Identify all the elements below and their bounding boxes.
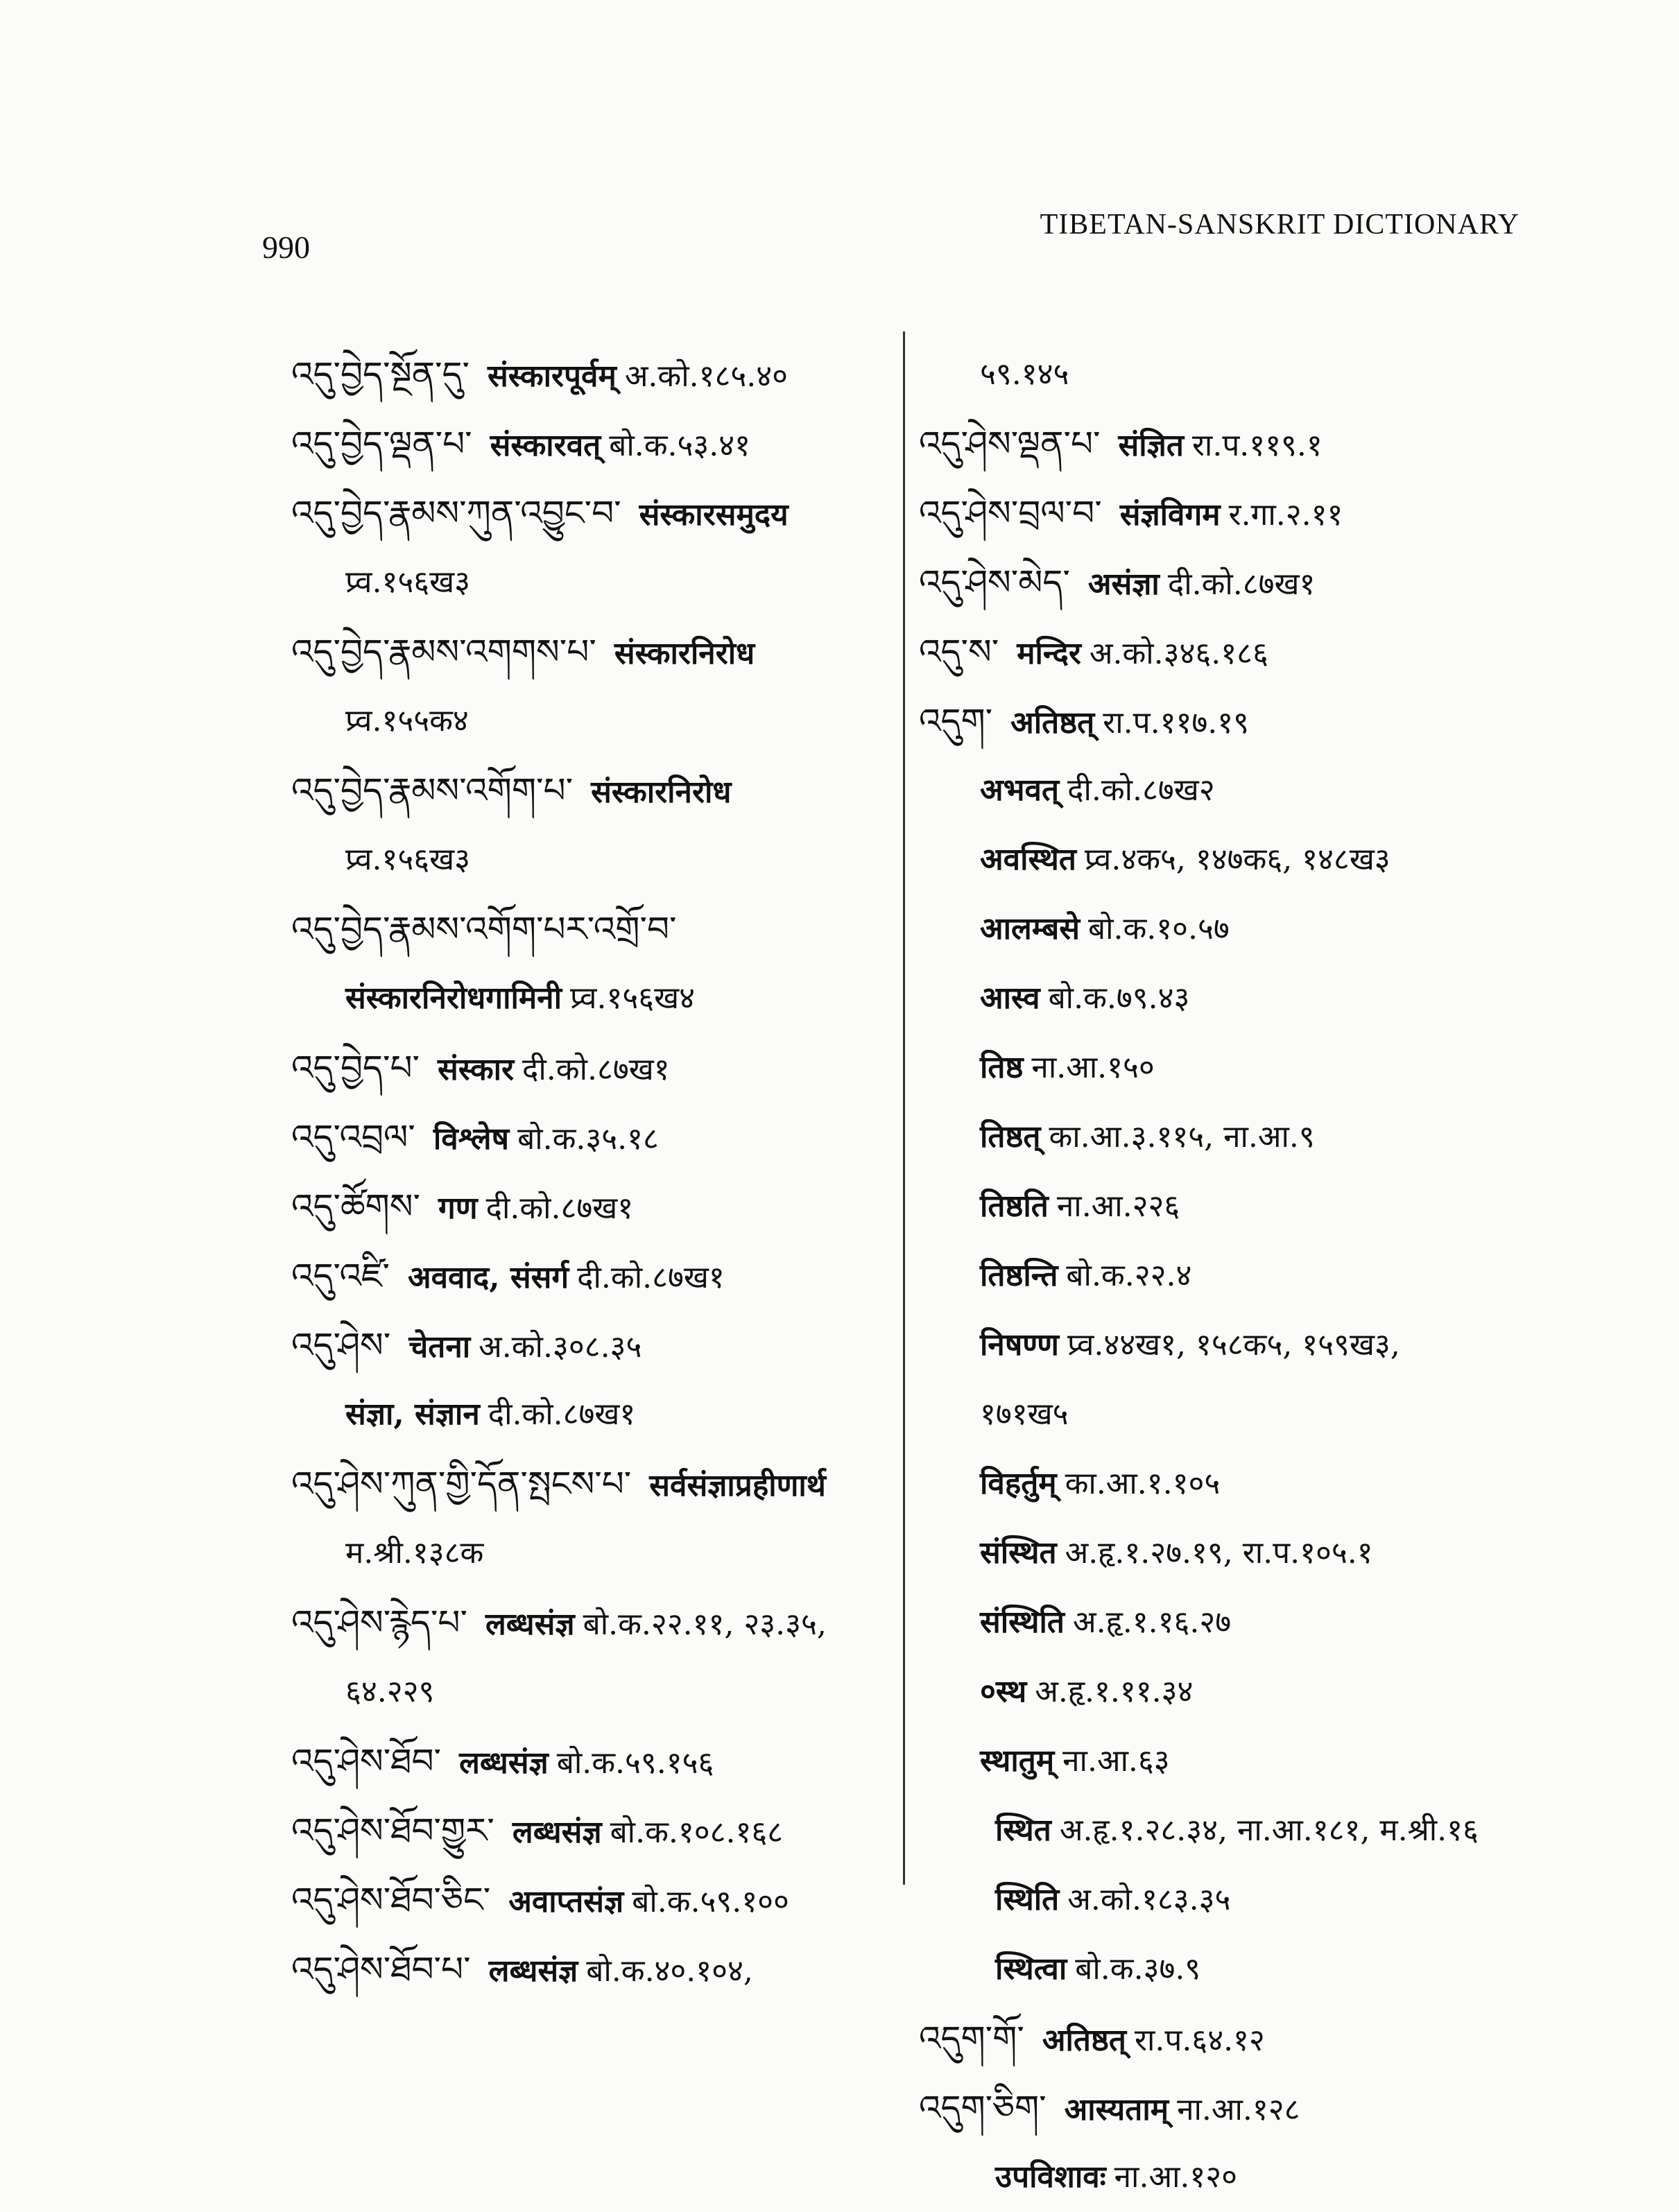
sanskrit-equivalent: अतिष्ठत् bbox=[1042, 2023, 1126, 2058]
sanskrit-equivalent: संस्कारनिरोध bbox=[591, 775, 732, 810]
dictionary-entry-line bbox=[291, 1727, 902, 1796]
sanskrit-equivalent: स्थित bbox=[995, 1813, 1051, 1848]
source-reference: बो.क.७९.४३ bbox=[1048, 980, 1190, 1016]
tibetan-headword: འདུ་བྱེད་སྔོན་དུ་ bbox=[291, 354, 470, 395]
sanskrit-equivalent: संस्कारनिरोधगामिनी bbox=[345, 980, 562, 1016]
sanskrit-equivalent: ०स्थ bbox=[980, 1674, 1027, 1709]
source-reference: रा.प.११७.१९ bbox=[1103, 705, 1249, 741]
tibetan-headword: འདུ་ཤེས་བྲལ་བ་ bbox=[919, 493, 1102, 533]
sanskrit-equivalent: संस्कारवत् bbox=[490, 428, 601, 463]
column-divider bbox=[903, 331, 905, 1885]
source-reference: म.श्री.१३८क bbox=[345, 1535, 484, 1571]
source-reference: ना.आ.१५० bbox=[1031, 1050, 1155, 1085]
sanskrit-equivalent: अववाद, संसर्ग bbox=[407, 1260, 569, 1295]
source-reference: बो.क.३७.९ bbox=[1075, 1951, 1201, 1987]
dictionary-entry-line bbox=[291, 1865, 902, 1935]
dictionary-entry-line bbox=[291, 964, 902, 1033]
dictionary-entry-line bbox=[919, 548, 1543, 617]
dictionary-entry-line bbox=[919, 756, 1543, 825]
sanskrit-equivalent: लब्धसंज्ञ bbox=[485, 1607, 575, 1642]
tibetan-headword: འདུ་ཚོགས་ bbox=[291, 1186, 420, 1227]
source-reference: दी.को.८७ख१ bbox=[577, 1260, 725, 1295]
dictionary-entry-line bbox=[291, 1796, 902, 1865]
source-reference: दी.को.८७ख१ bbox=[488, 1397, 636, 1432]
dictionary-entry-line bbox=[919, 478, 1543, 548]
source-reference: बो.क.२२.११, २३.३५, bbox=[583, 1607, 827, 1642]
dictionary-entry-line bbox=[919, 1865, 1543, 1935]
sanskrit-equivalent: आस्यताम् bbox=[1064, 2092, 1169, 2127]
sanskrit-equivalent: असंज्ञा bbox=[1087, 567, 1160, 602]
sanskrit-equivalent: संस्थित bbox=[980, 1535, 1057, 1571]
tibetan-headword: འདུ་བྱེད་རྣམས་ཀུན་འབྱུང་བ་ bbox=[291, 493, 621, 533]
source-reference: प्र्व.४क५, १४७क६, १४८ख३ bbox=[1084, 842, 1390, 877]
sanskrit-equivalent: मन्दिर bbox=[1017, 636, 1081, 671]
source-reference: प्र्व.१५६ख३ bbox=[345, 842, 470, 877]
source-reference: ६४.२२९ bbox=[345, 1674, 435, 1709]
dictionary-entry-line bbox=[919, 340, 1543, 409]
source-reference: अ.को.१८३.३५ bbox=[1067, 1882, 1231, 1917]
sanskrit-equivalent: लब्धसंज्ञ bbox=[488, 1953, 578, 1989]
dictionary-entry-line bbox=[919, 1311, 1543, 1380]
sanskrit-equivalent: स्थिति bbox=[995, 1882, 1060, 1917]
sanskrit-equivalent: संस्कारनिरोध bbox=[614, 636, 755, 671]
left-column bbox=[291, 340, 902, 2004]
sanskrit-equivalent: संस्कारसमुदय bbox=[639, 497, 789, 533]
source-reference: बो.क.१०८.१६८ bbox=[610, 1815, 784, 1850]
sanskrit-equivalent: विश्लेष bbox=[433, 1121, 510, 1157]
sanskrit-equivalent: स्थित्वा bbox=[995, 1951, 1067, 1987]
tibetan-headword: འདུ་བྱེད་རྣམས་འགོག་པ་ bbox=[291, 770, 574, 811]
dictionary-entry-line bbox=[919, 686, 1543, 756]
right-column bbox=[919, 340, 1543, 2212]
tibetan-headword: འདུག་གོ་ bbox=[919, 2019, 1024, 2059]
sanskrit-equivalent: विहर्तुम् bbox=[980, 1466, 1057, 1501]
dictionary-entry-line bbox=[919, 2143, 1543, 2212]
sanskrit-equivalent: अतिष्ठत् bbox=[1010, 705, 1095, 741]
sanskrit-equivalent: लब्धसंज्ञ bbox=[512, 1815, 602, 1850]
dictionary-entry-line bbox=[919, 964, 1543, 1033]
dictionary-entry-line bbox=[291, 617, 902, 686]
tibetan-headword: འདུ་ཤེས་ཐོབ་གྱུར་ bbox=[291, 1811, 494, 1851]
sanskrit-equivalent: गण bbox=[438, 1191, 478, 1226]
dictionary-entry-line bbox=[919, 1449, 1543, 1519]
source-reference: रा.प.११९.१ bbox=[1191, 428, 1323, 463]
tibetan-headword: འདུ་ཤེས་ཀུན་གྱི་དོན་སྤངས་པ་ bbox=[291, 1464, 632, 1504]
dictionary-entry-line bbox=[291, 1519, 902, 1588]
dictionary-entry-line bbox=[919, 1033, 1543, 1103]
source-reference: प्र्व.१५६ख३ bbox=[345, 564, 470, 600]
source-reference: ना.आ.१२८ bbox=[1177, 2092, 1300, 2127]
source-reference: अ.हृ.१.२७.१९, रा.प.१०५.१ bbox=[1065, 1535, 1373, 1571]
tibetan-headword: འདུ་ཤེས་ལྡན་པ་ bbox=[919, 424, 1101, 464]
dictionary-entry-line bbox=[291, 409, 902, 478]
dictionary-entry-line bbox=[919, 409, 1543, 478]
tibetan-headword: འདུ་ཤེས་ཐོབ་ཅིང་ bbox=[291, 1880, 491, 1920]
sanskrit-equivalent: संज्ञविगम bbox=[1119, 497, 1221, 533]
sanskrit-equivalent: आलम्बसे bbox=[980, 911, 1080, 947]
source-reference: अ.हृ.१.१६.२७ bbox=[1072, 1605, 1232, 1640]
dictionary-entry-line bbox=[919, 1241, 1543, 1311]
source-reference: र.गा.२.११ bbox=[1228, 497, 1343, 533]
tibetan-headword: འདུ་ཤེས་རྙེད་པ་ bbox=[291, 1602, 467, 1643]
dictionary-entry-line bbox=[291, 340, 902, 409]
sanskrit-equivalent: सर्वसंज्ञाप्रहीणार्थ bbox=[649, 1468, 826, 1503]
source-reference: ना.आ.६३ bbox=[1062, 1743, 1170, 1779]
sanskrit-equivalent: तिष्ठत् bbox=[980, 1119, 1041, 1155]
dictionary-entry-line bbox=[919, 1935, 1543, 2004]
source-reference: ५९.१४५ bbox=[980, 356, 1069, 392]
sanskrit-equivalent: संस्कार bbox=[438, 1052, 515, 1087]
source-reference: बो.क.५९.१५६ bbox=[556, 1745, 714, 1781]
source-reference: प्र्व.४४ख१, १५८क५, १५९ख३, bbox=[1067, 1327, 1400, 1363]
dictionary-entry-line bbox=[919, 1103, 1543, 1172]
sanskrit-equivalent: संज्ञित bbox=[1118, 428, 1184, 463]
source-reference: अ.हृ.१.११.३४ bbox=[1035, 1674, 1194, 1709]
source-reference: दी.को.८७ख१ bbox=[485, 1191, 634, 1226]
tibetan-headword: འདུ་འཛི་ bbox=[291, 1256, 390, 1296]
sanskrit-equivalent: तिष्ठति bbox=[980, 1189, 1049, 1224]
dictionary-entry-line bbox=[919, 1519, 1543, 1588]
source-reference: का.आ.१.१०५ bbox=[1065, 1466, 1221, 1501]
sanskrit-equivalent: स्थातुम् bbox=[980, 1743, 1055, 1779]
dictionary-entry-line bbox=[919, 825, 1543, 895]
dictionary-entry-line bbox=[291, 548, 902, 617]
dictionary-entry-line bbox=[291, 686, 902, 756]
tibetan-headword: འདུ་བྱེད་རྣམས་འགགས་པ་ bbox=[291, 632, 596, 672]
sanskrit-equivalent: संस्थिति bbox=[980, 1605, 1065, 1640]
sanskrit-equivalent: आस्व bbox=[980, 980, 1040, 1016]
sanskrit-equivalent: लब्धसंज्ञ bbox=[459, 1745, 549, 1781]
dictionary-entry-line bbox=[919, 1796, 1543, 1865]
source-reference: बो.क.५९.१०० bbox=[632, 1884, 789, 1919]
dictionary-entry-line bbox=[919, 2004, 1543, 2073]
source-reference: ना.आ.१२० bbox=[1114, 2159, 1238, 2195]
sanskrit-equivalent: तिष्ठन्ति bbox=[980, 1258, 1058, 1293]
dictionary-entry-line bbox=[919, 617, 1543, 686]
dictionary-entry-line bbox=[291, 1657, 902, 1727]
source-reference: अ.हृ.१.२८.३४, ना.आ.१८१, म.श्री.१६ bbox=[1059, 1813, 1479, 1848]
dictionary-entry-line bbox=[291, 1172, 902, 1241]
dictionary-entry-line bbox=[291, 1380, 902, 1449]
dictionary-entry-line bbox=[291, 895, 902, 964]
source-reference: प्र्व.१५५क४ bbox=[345, 703, 469, 738]
source-reference: का.आ.३.११५, ना.आ.९ bbox=[1049, 1119, 1315, 1155]
sanskrit-equivalent: अभवत् bbox=[980, 772, 1060, 808]
dictionary-entry-line bbox=[291, 825, 902, 895]
dictionary-entry-line bbox=[919, 1657, 1543, 1727]
sanskrit-equivalent: चेतना bbox=[408, 1329, 471, 1365]
source-reference: बो.क.२२.४ bbox=[1066, 1258, 1192, 1293]
source-reference: अ.को.१८५.४० bbox=[624, 358, 788, 394]
tibetan-headword: འདུ་བྱེད་རྣམས་འགོག་པར་འགྲོ་བ་ bbox=[291, 909, 677, 949]
dictionary-entry-line bbox=[291, 1449, 902, 1519]
tibetan-headword: འདུ་ཤེས་ཐོབ་ bbox=[291, 1741, 442, 1781]
source-reference: रा.प.६४.१२ bbox=[1134, 2023, 1265, 2058]
dictionary-entry-line bbox=[291, 1241, 902, 1311]
dictionary-entry-line bbox=[291, 1588, 902, 1657]
source-reference: बो.क.३५.१८ bbox=[517, 1121, 659, 1157]
source-reference: दी.को.८७ख२ bbox=[1067, 772, 1215, 808]
dictionary-entry-line bbox=[919, 1727, 1543, 1796]
tibetan-headword: འདུ་བྱེད་ལྡན་པ་ bbox=[291, 424, 472, 464]
tibetan-headword: འདུ་ཤེས་ཐོབ་པ་ bbox=[291, 1949, 471, 1989]
sanskrit-equivalent: अवाप्तसंज्ञ bbox=[508, 1884, 624, 1919]
source-reference: १७१ख५ bbox=[980, 1397, 1069, 1432]
tibetan-headword: འདུ་ཤེས་མེད་ bbox=[919, 562, 1070, 603]
dictionary-entry-line bbox=[919, 1172, 1543, 1241]
tibetan-headword: འདུ་འབྲལ་ bbox=[291, 1117, 415, 1157]
source-reference: अ.को.३४६.१८६ bbox=[1089, 636, 1268, 671]
tibetan-headword: འདུག་ཅིག་ bbox=[919, 2088, 1047, 2128]
sanskrit-equivalent: अवस्थित bbox=[980, 842, 1076, 877]
sanskrit-equivalent: उपविशावः bbox=[995, 2159, 1106, 2195]
dictionary-entry-line bbox=[919, 1380, 1543, 1449]
source-reference: बो.क.४०.१०४, bbox=[586, 1953, 753, 1989]
sanskrit-equivalent: तिष्ठ bbox=[980, 1050, 1024, 1085]
sanskrit-equivalent: निषण्ण bbox=[980, 1327, 1059, 1363]
dictionary-entry-line bbox=[291, 1033, 902, 1103]
tibetan-headword: འདུ་ཤེས་ bbox=[291, 1325, 391, 1365]
dictionary-entry-line bbox=[919, 2073, 1543, 2143]
source-reference: दी.को.८७ख१ bbox=[522, 1052, 670, 1087]
source-reference: बो.क.१०.५७ bbox=[1087, 911, 1230, 947]
source-reference: बो.क.५३.४१ bbox=[609, 428, 751, 463]
dictionary-entry-line bbox=[291, 1311, 902, 1380]
dictionary-entry-line bbox=[919, 1588, 1543, 1657]
tibetan-headword: འདུ་ས་ bbox=[919, 632, 999, 672]
dictionary-entry-line bbox=[291, 756, 902, 825]
dictionary-entry-line bbox=[291, 1103, 902, 1172]
running-header: TIBETAN-SANSKRIT DICTIONARY bbox=[1040, 209, 1519, 241]
sanskrit-equivalent: संज्ञा, संज्ञान bbox=[345, 1397, 480, 1432]
source-reference: प्र्व.१५६ख४ bbox=[570, 980, 695, 1016]
dictionary-entry-line bbox=[291, 478, 902, 548]
source-reference: दी.को.८७ख१ bbox=[1167, 567, 1316, 602]
tibetan-headword: འདུ་བྱེད་པ་ bbox=[291, 1048, 420, 1088]
sanskrit-equivalent: संस्कारपूर्वम् bbox=[488, 358, 617, 394]
source-reference: ना.आ.२२६ bbox=[1056, 1189, 1180, 1224]
tibetan-headword: འདུག་ bbox=[919, 701, 993, 741]
source-reference: अ.को.३०८.३५ bbox=[479, 1329, 642, 1365]
dictionary-entry-line bbox=[291, 1935, 902, 2004]
dictionary-entry-line bbox=[919, 895, 1543, 964]
page-number: 990 bbox=[262, 230, 310, 265]
